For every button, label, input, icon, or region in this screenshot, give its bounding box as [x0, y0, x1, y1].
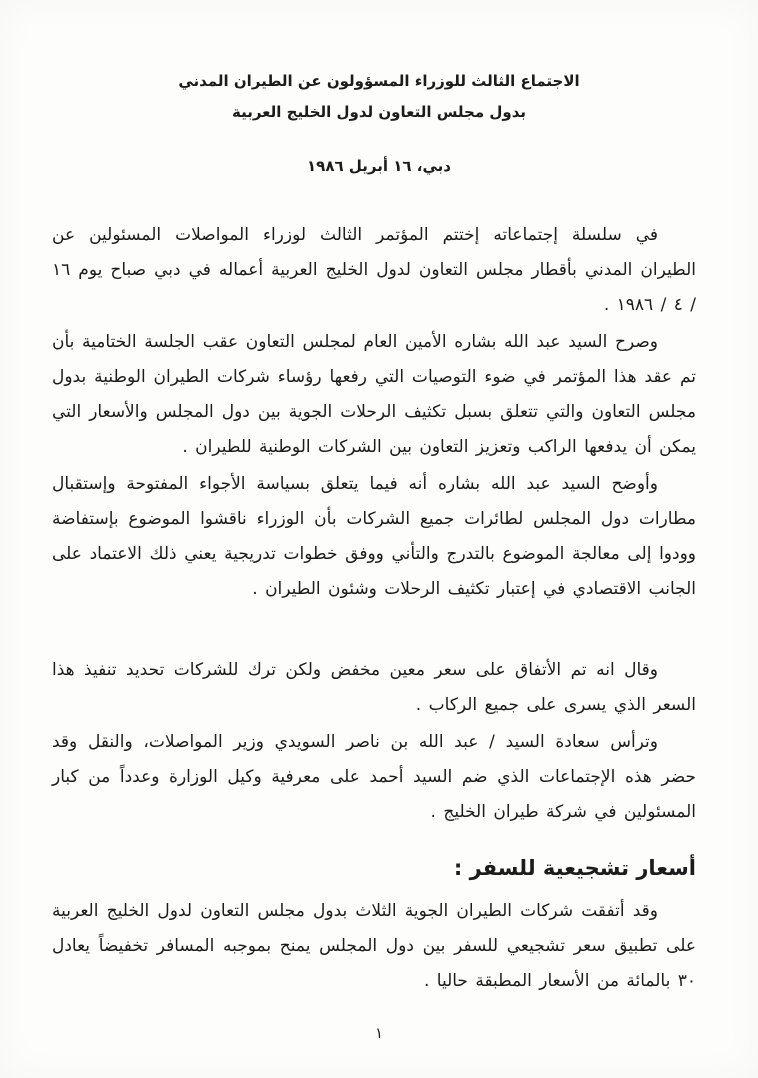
section-heading-promotional-fares: أسعار تشجيعية للسفر : — [453, 856, 696, 880]
paragraph-3: وأوضح السيد عبد الله بشاره أنه فيما يتعلق بسياسة الأجواء المفتوحة وإستقبال مطارات دول المجلس لطائرات جميع الشركات بأن الوزراء ناقشوا الموضوع بإستفاضة وودوا إلى معالجة الموضوع بالتدرج والتأني ووفق خطوات تدريجية يعني ذلك الاعتماد على الجانب الاقتصادي في إعتبار تكثيف الرحلات وشئون الطيران . — [52, 474, 696, 599]
document-body — [52, 218, 696, 830]
paragraph-2: وصرح السيد عبد الله بشاره الأمين العام لمجلس التعاون عقب الجلسة الختامية بأن تم عقد هذا المؤتمر في ضوء التوصيات التي رفعها رؤساء شركات الطيران الوطنية بدول مجلس التعاون والتي تتعلق بسبل تكثيف الرحلات الجوية بين دول المجلس والأسعار التي يمكن أن يدفعها الراكب وتعزيز التعاون بين الشركات الوطنية للطيران . — [52, 332, 696, 457]
paragraph-4: وقال انه تم الأتفاق على سعر معين مخفض ولكن ترك للشركات تحديد تنفيذ هذا السعر الذي يسرى على جميع الركاب . — [52, 660, 696, 715]
document-date-line: دبي، ١٦ أبريل ١٩٨٦ — [307, 157, 451, 175]
document-title-block — [0, 0, 758, 128]
paragraph-6: وقد أتفقت شركات الطيران الجوية الثلاث بدول مجلس التعاون لدول الخليج العربية على تطبيق سعر تشجيعي للسفر بين دول المجلس يمنح بموجبه المسافر تخفيضاً يعادل ٣٠ بالمائة من الأسعار المطبقة حاليا . — [52, 901, 696, 991]
section-body — [52, 894, 696, 999]
document-title-line-1: الاجتماع الثالث للوزراء المسؤولون عن الطيران المدني — [178, 72, 580, 90]
paragraph-1: في سلسلة إجتماعاته إختتم المؤتمر الثالث لوزراء المواصلات المسئولين عن الطيران المدني بأقطار مجلس التعاون لدول الخليج العربية أعماله في دبي صباح يوم ١٦ / ٤ / ١٩٨٦ . — [52, 225, 696, 315]
document-title-line-2: بدول مجلس التعاون لدول الخليج العربية — [232, 103, 526, 121]
page-number: ١ — [374, 1024, 384, 1042]
paragraph-5: وترأس سعادة السيد / عبد الله بن ناصر السويدي وزير المواصلات، والنقل وقد حضر هذه الإجتماعات الذي ضم السيد أحمد على معرفية وكيل الوزارة وعدداً من كبار المسئولين في شركة طيران الخليج . — [52, 732, 696, 822]
